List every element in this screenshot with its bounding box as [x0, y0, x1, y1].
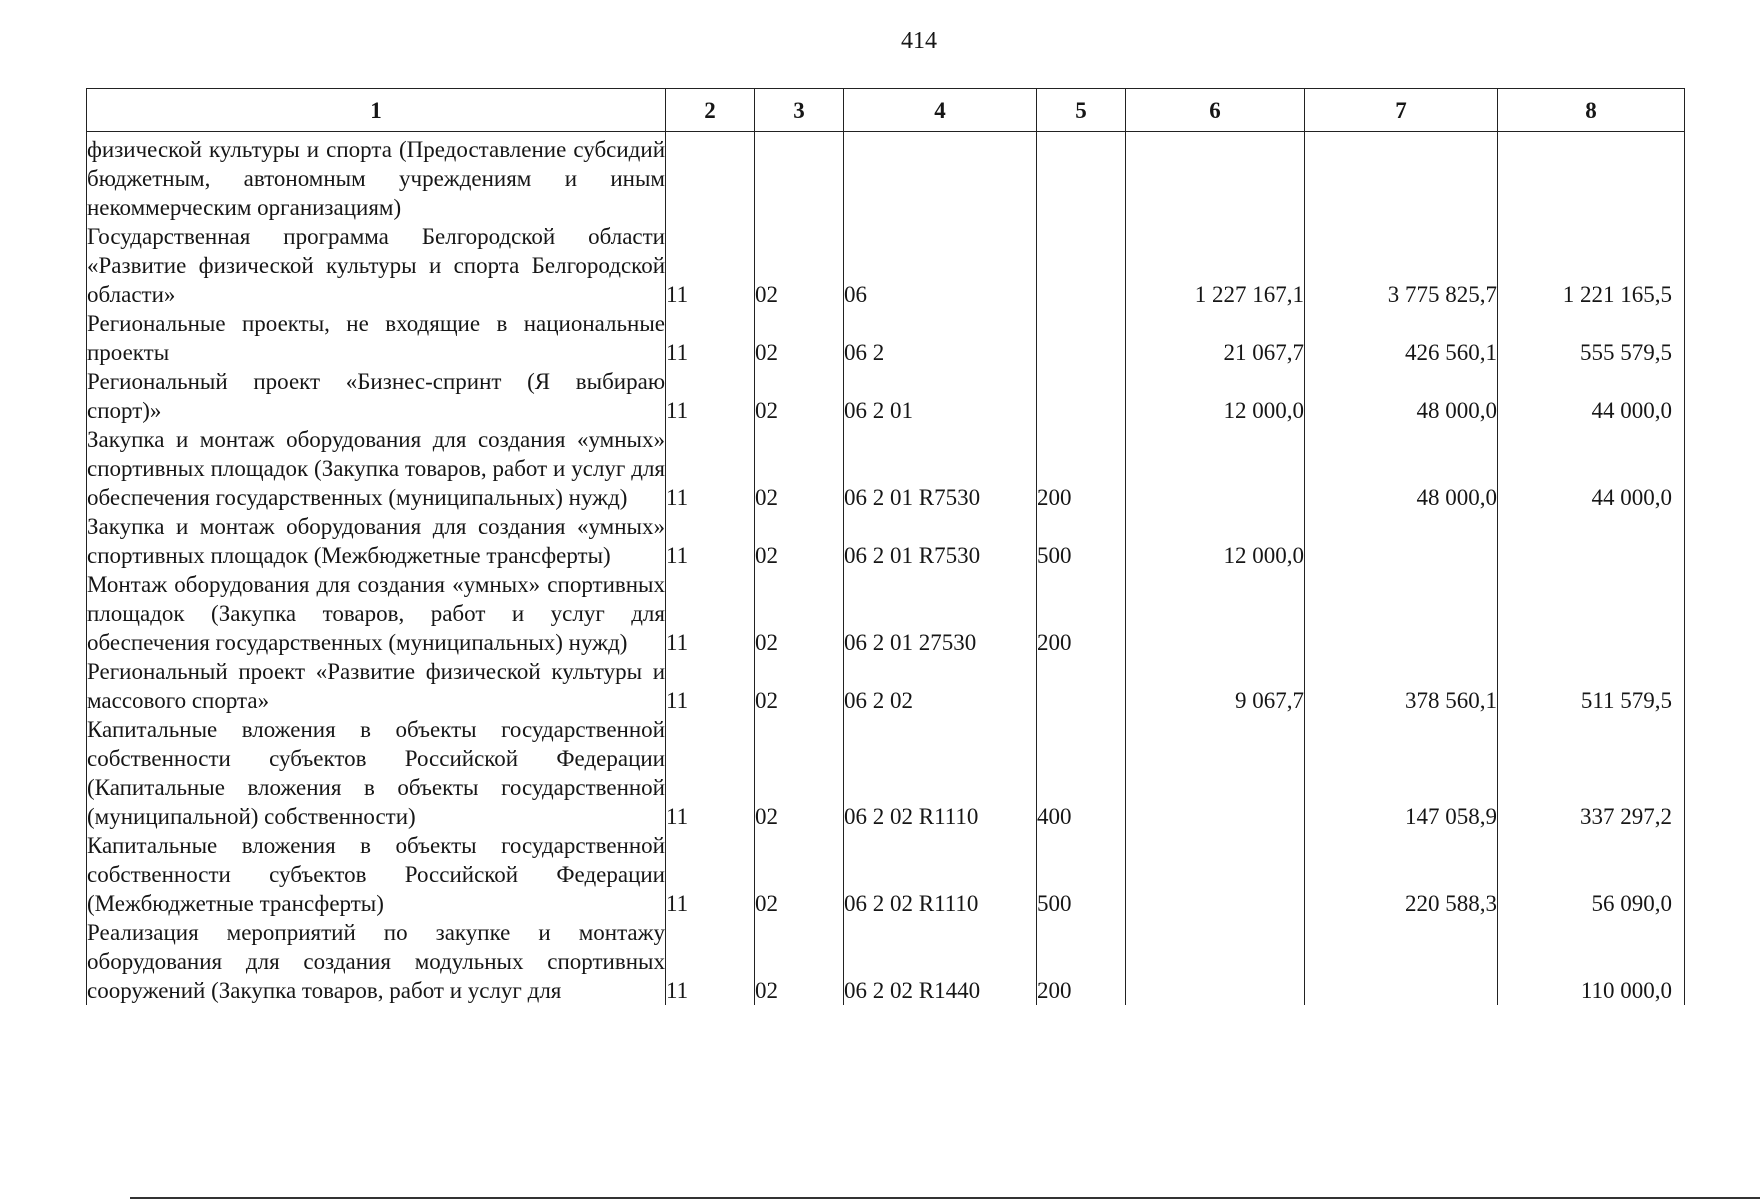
cell-expense-type: [1037, 132, 1126, 223]
col-header-2: 2: [666, 89, 755, 132]
cell-subsection: 02: [755, 831, 844, 918]
cell-amount-6: 9 067,7: [1126, 657, 1305, 715]
table-row: [87, 715, 1685, 831]
cell-amount-8: 1 221 165,5: [1498, 222, 1685, 309]
cell-section: 11: [666, 570, 755, 657]
cell-expense-type: [1037, 657, 1126, 715]
cell-subsection: 02: [755, 367, 844, 425]
col-header-6: 6: [1126, 89, 1305, 132]
row-name: Региональный проект «Развитие физической культуры и массового спорта»: [87, 659, 665, 713]
cell-expense-type: 400: [1037, 715, 1126, 831]
cell-subsection: 02: [755, 309, 844, 367]
cell-target-article: 06 2 02 R1110: [844, 831, 1037, 918]
col-header-3: 3: [755, 89, 844, 132]
cell-amount-7: 48 000,0: [1305, 367, 1498, 425]
cell-amount-8: 511 579,5: [1498, 657, 1685, 715]
header-row: [87, 89, 1685, 132]
cell-expense-type: [1037, 309, 1126, 367]
cell-amount-8: 44 000,0: [1498, 425, 1685, 512]
cell-amount-7: 3 775 825,7: [1305, 222, 1498, 309]
cell-amount-6: [1126, 918, 1305, 1005]
table-row: [87, 831, 1685, 918]
cell-amount-6: [1126, 831, 1305, 918]
cell-amount-6: [1126, 570, 1305, 657]
row-name: физической культуры и спорта (Предоставление субсидий бюджетным, автономным учреждениям и иным некоммерческим организациям): [87, 132, 666, 223]
cell-target-article: 06 2 02: [844, 657, 1037, 715]
cell-target-article: 06 2 01 27530: [844, 570, 1037, 657]
col-header-8: 8: [1498, 89, 1685, 132]
cell-target-article: 06 2 01 R7530: [844, 425, 1037, 512]
col-header-1: 1: [87, 89, 666, 132]
cell-amount-8: 555 579,5: [1498, 309, 1685, 367]
cell-section: 11: [666, 367, 755, 425]
cell-expense-type: [1037, 367, 1126, 425]
cell-amount-8: [1498, 512, 1685, 570]
cell-subsection: [755, 132, 844, 223]
cell-section: 11: [666, 918, 755, 1005]
cell-amount-7: 378 560,1: [1305, 657, 1498, 715]
cell-subsection: 02: [755, 570, 844, 657]
cell-subsection: 02: [755, 222, 844, 309]
cell-subsection: 02: [755, 512, 844, 570]
cell-expense-type: [1037, 222, 1126, 309]
table-row: [87, 657, 1685, 715]
cell-target-article: 06 2: [844, 309, 1037, 367]
cell-target-article: [844, 132, 1037, 223]
table-row: [87, 367, 1685, 425]
cell-target-article: 06 2 01: [844, 367, 1037, 425]
cell-amount-8: 337 297,2: [1498, 715, 1685, 831]
cell-amount-7: [1305, 132, 1498, 223]
row-name: Закупка и монтаж оборудования для создания «умных» спортивных площадок (Закупка товаров, работ и услуг для обеспечения государственных (муниципальных) нужд): [87, 427, 665, 510]
cell-subsection: 02: [755, 918, 844, 1005]
table-row: [87, 918, 1685, 1005]
cell-section: 11: [666, 222, 755, 309]
cell-amount-8: [1498, 132, 1685, 223]
cell-section: 11: [666, 512, 755, 570]
cell-amount-7: [1305, 570, 1498, 657]
cell-expense-type: 500: [1037, 831, 1126, 918]
cell-target-article: 06 2 02 R1440: [844, 918, 1037, 1005]
row-name: Капитальные вложения в объекты государственной собственности субъектов Российской Федерации (Межбюджетные трансферты): [87, 833, 665, 916]
col-header-7: 7: [1305, 89, 1498, 132]
cell-section: 11: [666, 657, 755, 715]
bottom-rule: [130, 1197, 1760, 1199]
row-name: Региональные проекты, не входящие в национальные проекты: [87, 311, 665, 365]
cell-amount-7: 48 000,0: [1305, 425, 1498, 512]
table-row: [87, 309, 1685, 367]
cell-amount-6: 12 000,0: [1126, 512, 1305, 570]
cell-section: 11: [666, 309, 755, 367]
cell-expense-type: 500: [1037, 512, 1126, 570]
page-number: 414: [901, 28, 937, 54]
cell-subsection: 02: [755, 657, 844, 715]
cell-target-article: 06 2 02 R1110: [844, 715, 1037, 831]
table-row: [87, 132, 1685, 223]
cell-section: 11: [666, 715, 755, 831]
row-name: Государственная программа Белгородской области «Развитие физической культуры и спорта Белгородской области»: [87, 224, 665, 307]
cell-amount-7: 147 058,9: [1305, 715, 1498, 831]
cell-target-article: 06: [844, 222, 1037, 309]
row-name: Закупка и монтаж оборудования для создания «умных» спортивных площадок (Межбюджетные трансферты): [87, 514, 665, 568]
table-row: [87, 222, 1685, 309]
table-row: [87, 512, 1685, 570]
cell-expense-type: 200: [1037, 570, 1126, 657]
cell-section: 11: [666, 425, 755, 512]
cell-amount-7: [1305, 918, 1498, 1005]
cell-amount-8: 56 090,0: [1498, 831, 1685, 918]
cell-subsection: 02: [755, 425, 844, 512]
cell-amount-6: [1126, 132, 1305, 223]
cell-section: 11: [666, 831, 755, 918]
budget-table: [86, 88, 1685, 1005]
col-header-4: 4: [844, 89, 1037, 132]
row-name: Реализация мероприятий по закупке и монтажу оборудования для создания модульных спортивных сооружений (Закупка товаров, работ и услуг для: [87, 920, 665, 1003]
cell-subsection: 02: [755, 715, 844, 831]
row-name: Монтаж оборудования для создания «умных» спортивных площадок (Закупка товаров, работ и услуг для обеспечения государственных (муниципальных) нужд): [87, 572, 665, 655]
cell-amount-8: 44 000,0: [1498, 367, 1685, 425]
cell-amount-6: 1 227 167,1: [1126, 222, 1305, 309]
cell-amount-6: 21 067,7: [1126, 309, 1305, 367]
cell-section: [666, 132, 755, 223]
cell-amount-8: 110 000,0: [1498, 918, 1685, 1005]
table-row: [87, 425, 1685, 512]
row-name: Капитальные вложения в объекты государственной собственности субъектов Российской Федерации (Капитальные вложения в объекты государственной (муниципальной) собственности): [87, 717, 665, 829]
cell-expense-type: 200: [1037, 425, 1126, 512]
cell-amount-8: [1498, 570, 1685, 657]
row-name: Региональный проект «Бизнес-спринт (Я выбираю спорт)»: [87, 369, 665, 423]
cell-amount-6: [1126, 425, 1305, 512]
cell-amount-6: [1126, 715, 1305, 831]
table-row: [87, 570, 1685, 657]
cell-target-article: 06 2 01 R7530: [844, 512, 1037, 570]
cell-amount-6: 12 000,0: [1126, 367, 1305, 425]
col-header-5: 5: [1037, 89, 1126, 132]
cell-amount-7: [1305, 512, 1498, 570]
cell-amount-7: 426 560,1: [1305, 309, 1498, 367]
cell-expense-type: 200: [1037, 918, 1126, 1005]
cell-amount-7: 220 588,3: [1305, 831, 1498, 918]
